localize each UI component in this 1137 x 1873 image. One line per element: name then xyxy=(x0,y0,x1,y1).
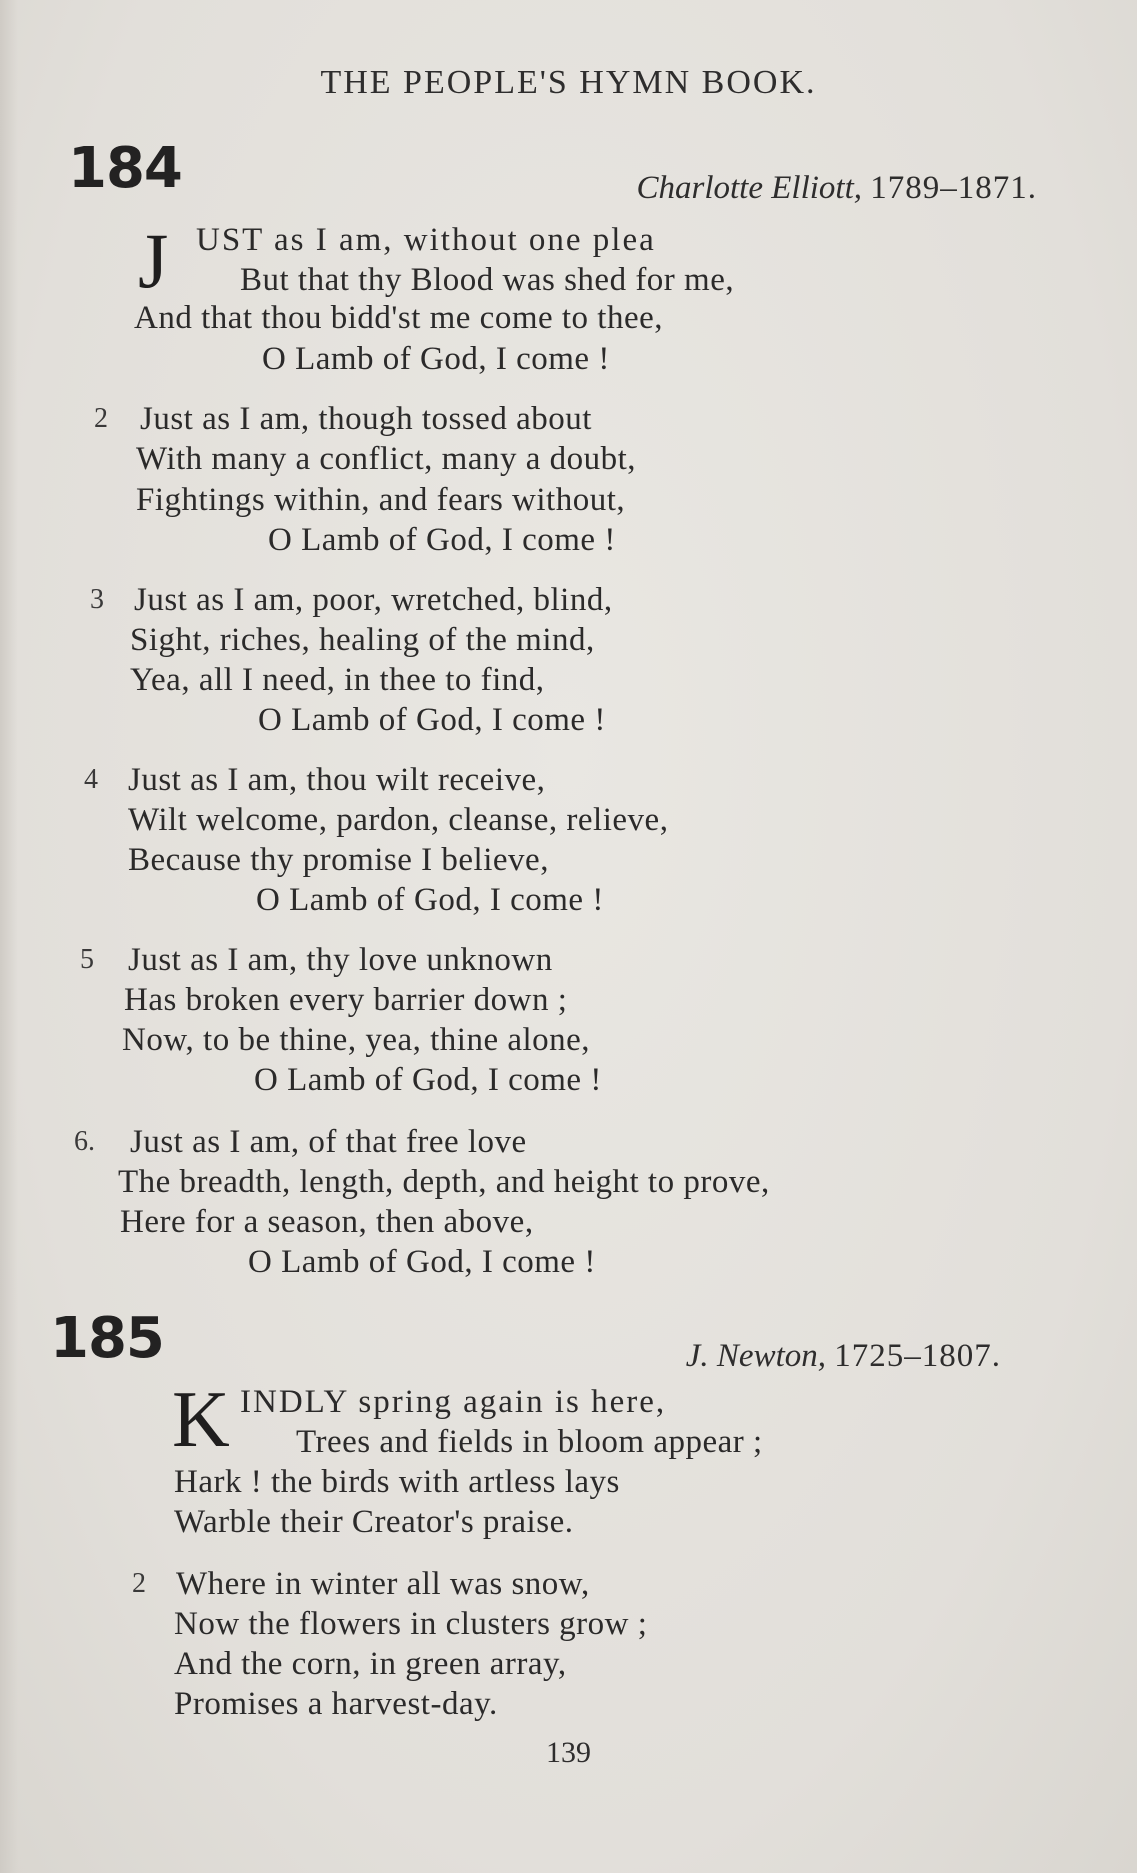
verse-line: Now, to be thine, yea, thine alone, xyxy=(122,1022,591,1058)
page-number: 139 xyxy=(546,1736,591,1769)
verse-line: Just as I am, though tossed about xyxy=(140,401,592,437)
verse-line: Fightings within, and fears without, xyxy=(136,482,626,518)
verse-line: And that thou bidd'st me come to thee, xyxy=(134,300,664,336)
verse-number: 3 xyxy=(90,584,104,615)
verse-line: With many a conflict, many a doubt, xyxy=(136,441,637,477)
author-name: Charlotte Elliott, xyxy=(636,170,862,206)
page-edge-shadow xyxy=(0,0,18,1873)
verse-line: Just as I am, poor, wretched, blind, xyxy=(134,582,613,618)
refrain-line: O Lamb of God, I come ! xyxy=(256,882,604,918)
author-name: J. Newton, xyxy=(685,1338,826,1374)
refrain-line: O Lamb of God, I come ! xyxy=(268,522,616,558)
running-head: THE PEOPLE'S HYMN BOOK. xyxy=(320,64,817,101)
verse-line: Yea, all I need, in thee to find, xyxy=(130,662,545,698)
verse-line: Sight, riches, healing of the mind, xyxy=(130,622,595,658)
verse-number: 6. xyxy=(74,1126,95,1157)
hymn-author xyxy=(686,1338,1001,1375)
hymn-author xyxy=(636,170,1037,207)
verse-number: 5 xyxy=(80,944,94,975)
verse-line: Promises a harvest-day. xyxy=(174,1686,498,1722)
verse-line: Wilt welcome, pardon, cleanse, relieve, xyxy=(128,802,669,838)
verse-number: 4 xyxy=(84,764,98,795)
drop-cap: J xyxy=(138,217,169,304)
refrain-line: O Lamb of God, I come ! xyxy=(254,1062,602,1098)
verse-number: 2 xyxy=(94,403,108,434)
drop-cap: K xyxy=(172,1376,230,1464)
verse-line: Just as I am, thou wilt receive, xyxy=(128,762,546,798)
verse-line: Just as I am, thy love unknown xyxy=(128,942,553,978)
refrain-line: O Lamb of God, I come ! xyxy=(262,341,610,377)
author-dates: 1725–1807. xyxy=(834,1338,1001,1374)
verse-line: Here for a season, then above, xyxy=(120,1204,534,1240)
refrain-line: O Lamb of God, I come ! xyxy=(248,1244,596,1280)
verse-line: Where in winter all was snow, xyxy=(176,1566,590,1602)
refrain-line: O Lamb of God, I come ! xyxy=(258,702,606,738)
verse-number: 2 xyxy=(132,1568,146,1599)
author-dates: 1789–1871. xyxy=(870,170,1037,206)
verse-line: Trees and fields in bloom appear ; xyxy=(296,1424,763,1460)
verse-line: Because thy promise I believe, xyxy=(128,842,549,878)
verse-line: Warble their Creator's praise. xyxy=(174,1504,574,1540)
verse-line: Hark ! the birds with artless lays xyxy=(174,1464,620,1500)
verse-line: And the corn, in green array, xyxy=(174,1646,567,1682)
verse-line: UST as I am, without one plea xyxy=(196,222,656,258)
verse-line: Just as I am, of that free love xyxy=(130,1124,527,1160)
verse-line: Has broken every barrier down ; xyxy=(124,982,568,1018)
verse-line: INDLY spring again is here, xyxy=(240,1384,667,1420)
hymn-number: 185 xyxy=(50,1306,164,1371)
hymn-number: 184 xyxy=(68,136,182,201)
verse-line: Now the flowers in clusters grow ; xyxy=(174,1606,648,1642)
verse-line: But that thy Blood was shed for me, xyxy=(240,262,735,298)
verse-line: The breadth, length, depth, and height to prove, xyxy=(118,1164,770,1200)
